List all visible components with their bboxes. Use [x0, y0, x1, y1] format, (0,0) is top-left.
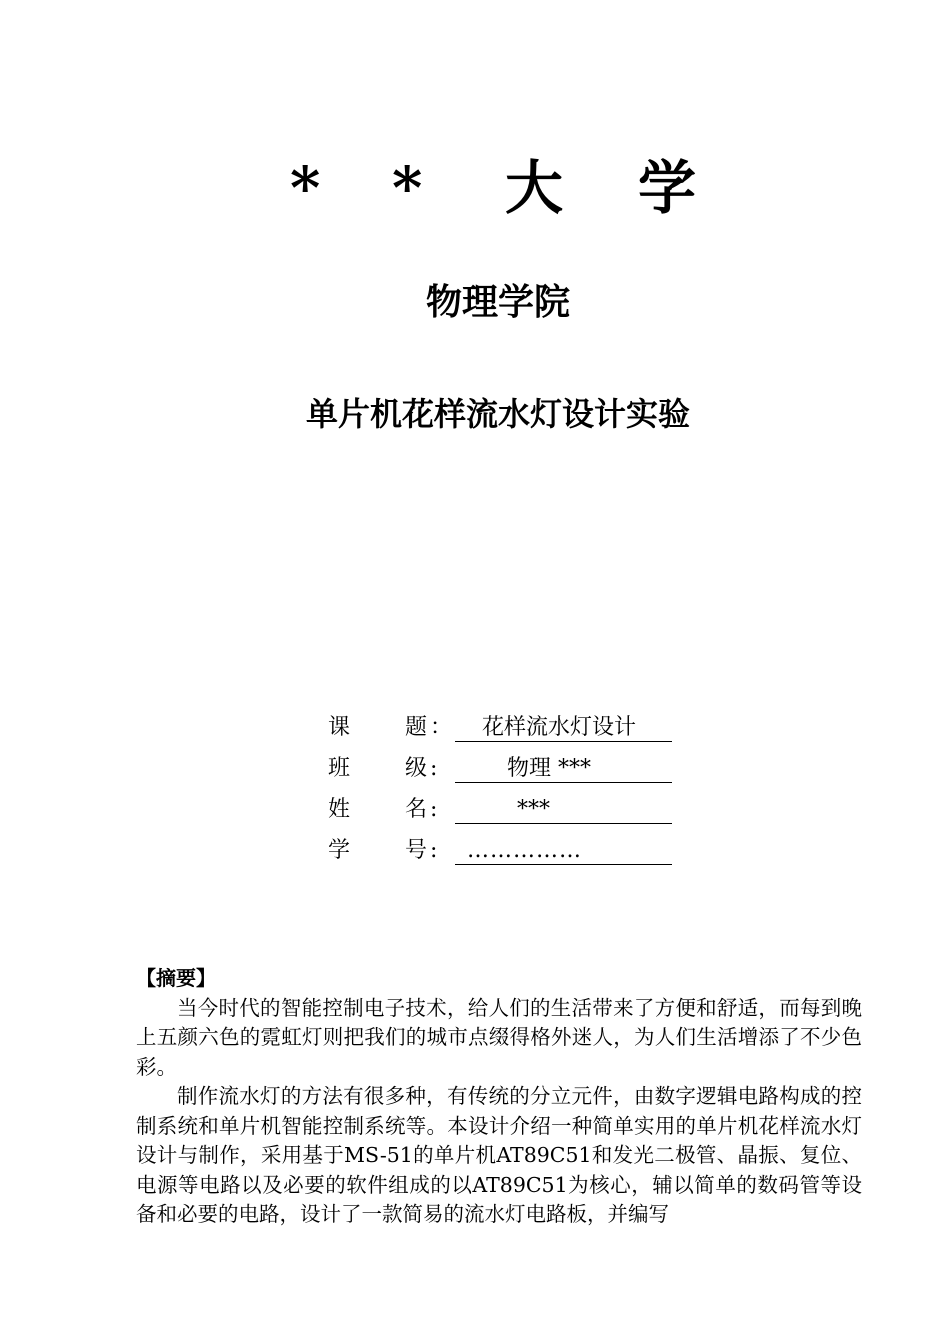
- info-colon: ：: [430, 715, 453, 740]
- info-row-name: [328, 790, 708, 831]
- info-row-class: [328, 749, 708, 790]
- info-label-char: 题: [405, 715, 428, 740]
- info-label-char: 级: [405, 756, 428, 781]
- abstract-heading: 【摘要】: [136, 966, 216, 990]
- info-value-text: 花样流水灯设计: [482, 715, 637, 740]
- info-colon: :: [430, 838, 438, 863]
- university-char: 大: [505, 154, 564, 222]
- abstract-paragraph: 制作流水灯的方法有很多种，有传统的分立元件，由数字逻辑电路构成的控制系统和单片机智能控制系统等。本设计介绍一种简单实用的单片机花样流水灯设计与制作，采用基于MS-51的单片机AT89C51和发光二极管、晶振、复位、电源等电路以及必要的软件组成的以AT89C51为核心，辅以简单的数码管等设备和必要的电路，设计了一款简易的流水灯电路板，并编写: [136, 1084, 862, 1226]
- abstract-section: [136, 964, 862, 1230]
- experiment-title: 单片机花样流水灯设计实验: [305, 395, 690, 433]
- university-char: 学: [638, 154, 697, 222]
- abstract-paragraph: 当今时代的智能控制电子技术，给人们的生活带来了方便和舒适，而每到晚上五颜六色的霓虹灯则把我们的城市点缀得格外迷人，为人们生活增添了不少色彩。: [136, 995, 862, 1079]
- university-char: *: [290, 154, 321, 222]
- info-colon: :: [430, 797, 438, 822]
- info-label-char: 课: [328, 715, 351, 740]
- info-value-text: ……………: [467, 838, 582, 863]
- info-row-topic: [328, 708, 708, 749]
- info-value-class: [455, 749, 672, 783]
- info-colon: :: [430, 756, 438, 781]
- info-label-char: 班: [328, 756, 351, 781]
- info-value-topic: [455, 708, 672, 742]
- info-label-char: 名: [405, 797, 428, 822]
- info-value-text: ***: [517, 797, 550, 822]
- info-value-name: [455, 790, 672, 824]
- info-value-student-id: [455, 831, 672, 865]
- info-value-text: 物理 ***: [507, 756, 591, 781]
- university-char: *: [392, 154, 423, 222]
- info-label-char: 号: [405, 838, 428, 863]
- info-row-student-id: [328, 831, 708, 872]
- info-label-char: 学: [328, 838, 351, 863]
- student-info-block: [328, 708, 708, 872]
- info-label-char: 姓: [328, 797, 351, 822]
- university-name: [0, 148, 950, 228]
- college-name: 物理学院: [425, 281, 570, 323]
